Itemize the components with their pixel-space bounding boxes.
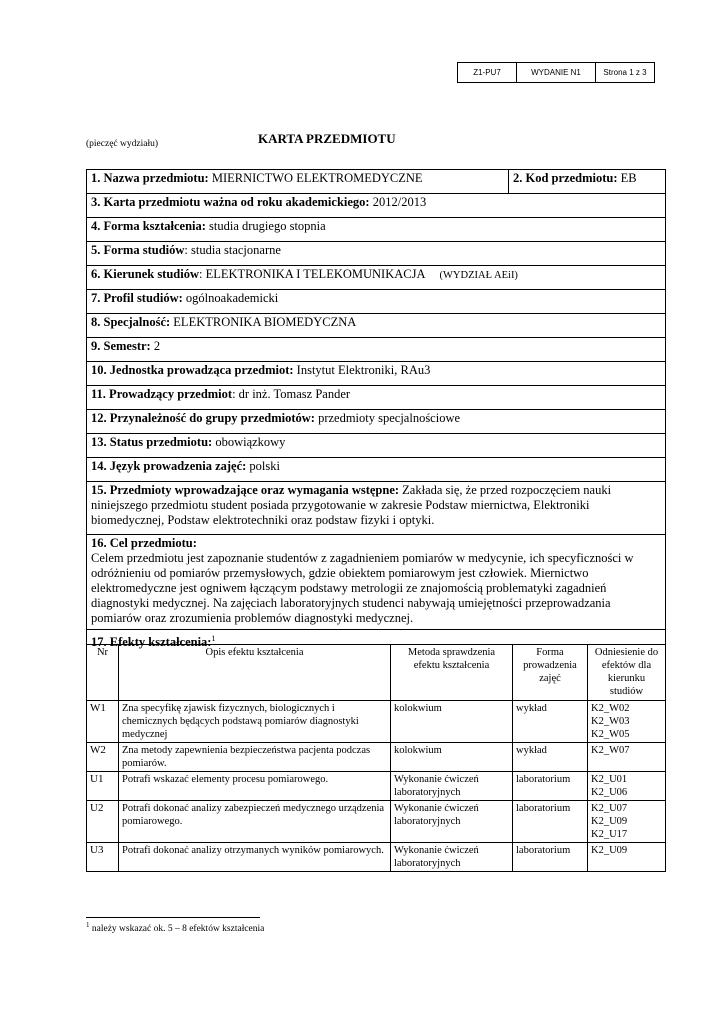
field-of-study-label: 6. Kierunek studiów xyxy=(91,267,200,281)
course-group-label: 12. Przynależność do grupy przedmiotów: xyxy=(91,411,315,425)
row-nr: U3 xyxy=(87,843,119,872)
row-form: laboratorium xyxy=(513,801,588,843)
study-form-value: : studia stacjonarne xyxy=(184,243,281,257)
table-row xyxy=(87,701,666,743)
col-header-description: Opis efektu kształcenia xyxy=(119,645,391,701)
row-description: Potrafi dokonać analizy otrzymanych wyników pomiarowych. xyxy=(119,843,391,872)
row-nr: W2 xyxy=(87,743,119,772)
study-profile-label: 7. Profil studiów: xyxy=(91,291,183,305)
prerequisites-cell xyxy=(87,482,666,535)
document-header-box xyxy=(457,62,655,83)
row-reference: K2_U06 xyxy=(591,787,628,798)
study-form-cell xyxy=(87,242,666,266)
semester-label: 9. Semestr: xyxy=(91,339,151,353)
valid-year-value: 2012/2013 xyxy=(372,195,427,209)
semester-value: 2 xyxy=(153,339,161,353)
doc-page: Strona 1 z 3 xyxy=(596,63,655,83)
lecturer-value: : dr inż. Tomasz Pander xyxy=(232,387,351,401)
row-form: laboratorium xyxy=(513,772,588,801)
row-method: kolokwium xyxy=(391,743,513,772)
doc-code: Z1-PU7 xyxy=(458,63,517,83)
row-reference: K2_W05 xyxy=(591,729,630,740)
education-form-cell xyxy=(87,218,666,242)
row-method: kolokwium xyxy=(391,701,513,743)
row-method: Wykonanie ćwiczeń laboratoryjnych xyxy=(391,772,513,801)
course-status-cell xyxy=(87,434,666,458)
footnote xyxy=(86,921,264,934)
faculty-name: (WYDZIAŁ AEiI) xyxy=(439,270,518,281)
row-references xyxy=(588,701,666,743)
course-status-value: obowiązkowy xyxy=(215,435,286,449)
unit-label: 10. Jednostka prowadząca przedmiot: xyxy=(91,363,294,377)
row-description: Potrafi wskazać elementy procesu pomiarowego. xyxy=(119,772,391,801)
study-profile-value: ogólnoakademicki xyxy=(185,291,279,305)
table-row xyxy=(87,801,666,843)
footnote-text: należy wskazać ok. 5 – 8 efektów kształcenia xyxy=(89,924,265,935)
valid-year-cell xyxy=(87,194,666,218)
doc-edition: WYDANIE N1 xyxy=(517,63,596,83)
table-row xyxy=(87,843,666,872)
row-form: wykład xyxy=(513,743,588,772)
study-profile-cell xyxy=(87,290,666,314)
course-code-label: 2. Kod przedmiotu: xyxy=(513,171,618,185)
row-reference: K2_U07 xyxy=(591,803,628,814)
footnote-mark: 1 xyxy=(86,921,90,929)
lecturer-label: 11. Prowadzący przedmiot xyxy=(91,387,233,401)
course-card-table xyxy=(86,169,666,653)
row-reference: K2_U09 xyxy=(591,816,628,827)
row-reference: K2_W03 xyxy=(591,716,630,727)
field-of-study-cell xyxy=(87,266,666,290)
course-name-cell xyxy=(87,170,509,194)
language-value: polski xyxy=(249,459,280,473)
prerequisites-label: 15. Przedmioty wprowadzające oraz wymagania wstępne: xyxy=(91,483,400,497)
lecturer-cell xyxy=(87,386,666,410)
row-nr: U1 xyxy=(87,772,119,801)
course-code-cell xyxy=(509,170,666,194)
row-references xyxy=(588,743,666,772)
study-form-label: 5. Forma studiów xyxy=(91,243,185,257)
col-header-form: Forma prowadzenia zajęć xyxy=(513,645,588,701)
row-description: Zna metody zapewnienia bezpieczeństwa pacjenta podczas pomiarów. xyxy=(119,743,391,772)
col-header-method: Metoda sprawdzenia efektu kształcenia xyxy=(391,645,513,701)
row-description: Zna specyfikę zjawisk fizycznych, biologicznych i chemicznych będących podstawą pomiarów diagnostyki medycznej xyxy=(119,701,391,743)
row-reference: K2_W02 xyxy=(591,703,630,714)
col-header-reference: Odniesienie do efektów dla kierunku studiów xyxy=(588,645,666,701)
row-reference: K2_W07 xyxy=(591,745,630,756)
course-code-value: EB xyxy=(620,171,637,185)
footnote-reference: 1 xyxy=(211,634,216,643)
specialization-cell xyxy=(87,314,666,338)
learning-outcomes-table xyxy=(86,644,666,872)
valid-year-label: 3. Karta przedmiotu ważna od roku akademickiego: xyxy=(91,195,370,209)
row-form: wykład xyxy=(513,701,588,743)
education-form-value: studia drugiego stopnia xyxy=(209,219,326,233)
specialization-value: ELEKTRONIKA BIOMEDYCZNA xyxy=(173,315,357,329)
row-nr: W1 xyxy=(87,701,119,743)
learning-outcomes-label: 17. Efekty kształcenia: xyxy=(91,635,212,650)
course-name-label: 1. Nazwa przedmiotu: xyxy=(91,171,209,185)
table-header-row xyxy=(87,645,666,701)
row-method: Wykonanie ćwiczeń laboratoryjnych xyxy=(391,843,513,872)
course-objective-value: Celem przedmiotu jest zapoznanie studentów z zagadnieniem pomiarów w medycynie, ich specyficzności w odróżnieniu od pomiarów przemysłowych, gdzie obiektem pomiarowym jest człowiek. Miernictwo elektromedyczne jest ogniwem łączącym podstawy metrologii ze znajomością problematyki zagadnień diagnostyki medycznej. Na zajęciach laboratoryjnych studenci nabywają umiejętności przeprowadzania pomiarów oraz zrozumienia problemów diagnostyki medycznej. xyxy=(91,551,634,625)
language-label: 14. Język prowadzenia zajęć: xyxy=(91,459,247,473)
col-header-nr: Nr xyxy=(87,645,119,701)
course-name-value: MIERNICTWO ELEKTROMEDYCZNE xyxy=(211,171,423,185)
education-form-label: 4. Forma kształcenia: xyxy=(91,219,206,233)
row-nr: U2 xyxy=(87,801,119,843)
course-objective-cell xyxy=(87,535,666,630)
row-description: Potrafi dokonać analizy zabezpieczeń medycznego urządzenia pomiarowego. xyxy=(119,801,391,843)
unit-value: Instytut Elektroniki, RAu3 xyxy=(296,363,431,377)
table-row xyxy=(87,772,666,801)
faculty-stamp-label: (pieczęć wydziału) xyxy=(86,139,158,149)
row-form: laboratorium xyxy=(513,843,588,872)
language-cell xyxy=(87,458,666,482)
course-status-label: 13. Status przedmiotu: xyxy=(91,435,213,449)
row-method: Wykonanie ćwiczeń laboratoryjnych xyxy=(391,801,513,843)
course-group-value: przedmioty specjalnościowe xyxy=(318,411,461,425)
page-title: KARTA PRZEDMIOTU xyxy=(258,131,396,146)
course-objective-label: 16. Cel przedmiotu: xyxy=(91,536,197,550)
footnote-divider xyxy=(86,917,260,918)
row-reference: K2_U09 xyxy=(591,845,628,856)
prerequisites-value: Zakłada się, że przed rozpoczęciem nauki niniejszego przedmiotu student posiada przygotowanie w zakresie Podstaw miernictwa, Elektroniki biomedycznej, Podstaw elektrotechniki oraz podstaw fizyki i optyki. xyxy=(91,483,612,527)
row-reference: K2_U01 xyxy=(591,774,628,785)
semester-cell xyxy=(87,338,666,362)
row-references xyxy=(588,843,666,872)
course-group-cell xyxy=(87,410,666,434)
table-row xyxy=(87,743,666,772)
unit-cell xyxy=(87,362,666,386)
row-references xyxy=(588,772,666,801)
field-of-study-value: : ELEKTRONIKA I TELEKOMUNIKACJA xyxy=(199,267,426,281)
row-reference: K2_U17 xyxy=(591,829,628,840)
specialization-label: 8. Specjalność: xyxy=(91,315,171,329)
row-references xyxy=(588,801,666,843)
